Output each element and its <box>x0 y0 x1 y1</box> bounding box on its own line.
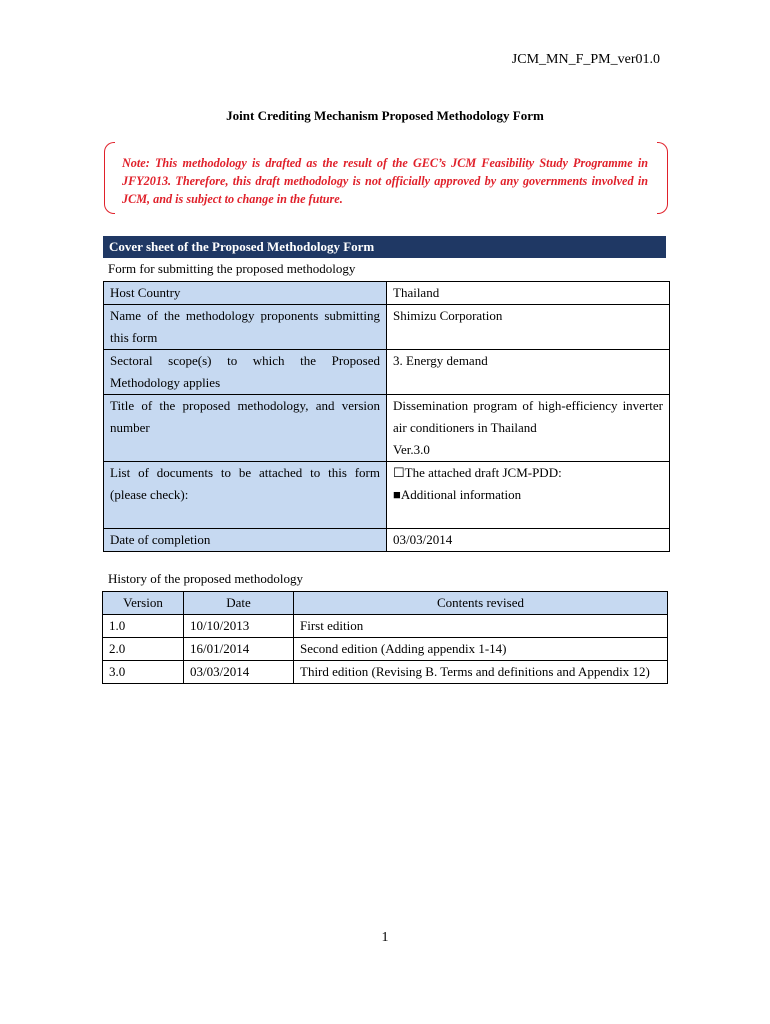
history-version: 2.0 <box>103 638 184 661</box>
history-date: 16/01/2014 <box>184 638 294 661</box>
header-contents: Contents revised <box>294 592 668 615</box>
row-label-proponents: Name of the methodology proponents submitting this form <box>104 305 387 350</box>
row-value-host-country: Thailand <box>387 282 670 305</box>
methodology-version-text: Ver.3.0 <box>393 442 430 457</box>
history-version: 1.0 <box>103 615 184 638</box>
note-bracket-right <box>657 142 668 214</box>
row-label-host-country: Host Country <box>104 282 387 305</box>
cover-sheet-table <box>103 281 670 552</box>
history-contents: Second edition (Adding appendix 1-14) <box>294 638 668 661</box>
document-title: Joint Crediting Mechanism Proposed Methodology Form <box>226 108 544 123</box>
row-value-sectoral-scope: 3. Energy demand <box>387 350 670 395</box>
history-date: 10/10/2013 <box>184 615 294 638</box>
table-row <box>103 661 668 684</box>
table-row <box>103 638 668 661</box>
table-row <box>104 282 670 305</box>
row-label-methodology-title: Title of the proposed methodology, and version number <box>104 395 387 462</box>
page-number: 1 <box>381 930 389 945</box>
table-row <box>104 305 670 350</box>
row-value-date-completion: 03/03/2014 <box>387 529 670 552</box>
note-bracket-left <box>104 142 115 214</box>
row-value-documents <box>387 462 670 529</box>
row-value-methodology-title <box>387 395 670 462</box>
form-caption: Form for submitting the proposed methodology <box>108 261 356 276</box>
history-contents: First edition <box>294 615 668 638</box>
history-contents: Third edition (Revising B. Terms and definitions and Appendix 12) <box>294 661 668 684</box>
history-header-row <box>103 592 668 615</box>
checkbox-additional-info[interactable]: ■Additional information <box>393 487 522 502</box>
row-label-date-completion: Date of completion <box>104 529 387 552</box>
table-row <box>104 395 670 462</box>
methodology-title-text: Dissemination program of high-efficiency inverter air conditioners in Thailand <box>393 398 663 435</box>
table-row <box>103 615 668 638</box>
history-version: 3.0 <box>103 661 184 684</box>
table-row <box>104 350 670 395</box>
row-label-documents: List of documents to be attached to this form (please check): <box>104 462 387 529</box>
history-caption: History of the proposed methodology <box>108 571 303 586</box>
checkbox-draft-pdd[interactable]: ☐The attached draft JCM-PDD: <box>393 465 562 480</box>
table-row <box>104 529 670 552</box>
document-id: JCM_MN_F_PM_ver01.0 <box>511 52 660 67</box>
header-version: Version <box>103 592 184 615</box>
header-date: Date <box>184 592 294 615</box>
history-table <box>102 591 668 684</box>
note-box <box>104 142 668 212</box>
cover-sheet-heading: Cover sheet of the Proposed Methodology Form <box>103 236 666 258</box>
table-row <box>104 462 670 529</box>
note-text: Note: This methodology is drafted as the result of the GEC’s JCM Feasibility Study Programme in JFY2013. Therefore, this draft methodology is not officially approved by any governments involved in JCM, and is subject to change in the future. <box>122 156 648 206</box>
row-value-proponents: Shimizu Corporation <box>387 305 670 350</box>
row-label-sectoral-scope: Sectoral scope(s) to which the Proposed Methodology applies <box>104 350 387 395</box>
history-date: 03/03/2014 <box>184 661 294 684</box>
